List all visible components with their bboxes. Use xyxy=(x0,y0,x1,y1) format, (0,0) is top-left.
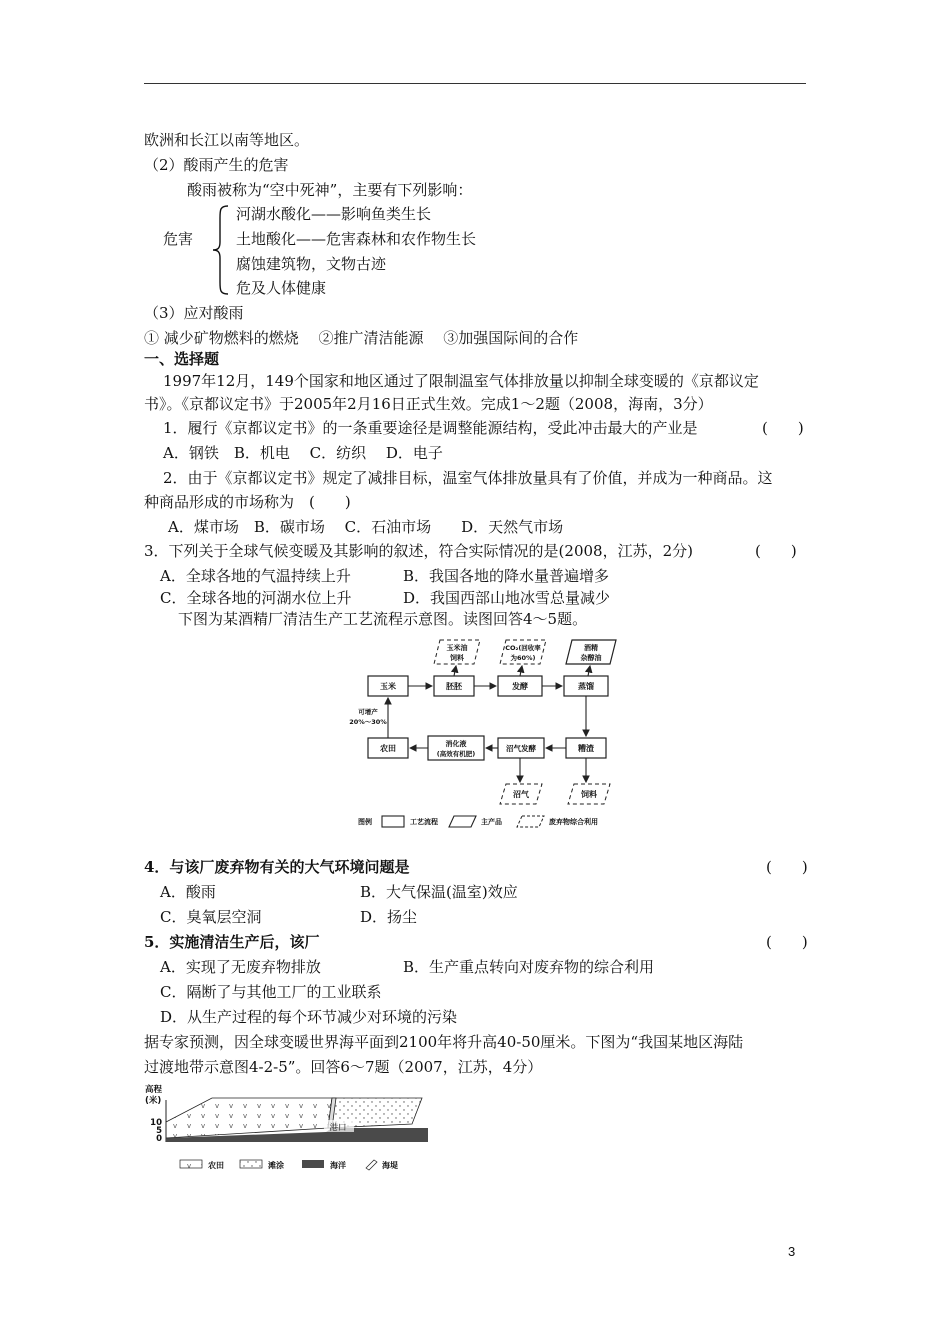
flowchart-figure xyxy=(340,634,640,834)
q3-option-d: D．我国西部山地冰雪总量减少 xyxy=(403,589,611,607)
legend-product: 主产品 xyxy=(481,818,502,826)
corn-oil-label-1: 玉米油 xyxy=(446,644,468,652)
harm-item-1: 河湖水酸化——影响鱼类生长 xyxy=(236,205,432,223)
coastal-profile-figure xyxy=(142,1080,436,1180)
liquor-label-2: 杂醇油 xyxy=(580,654,602,662)
q3-option-c: C．全球各地的河湖水位上升 xyxy=(160,589,352,607)
q3-option-b: B．我国各地的降水量普遍增多 xyxy=(403,567,610,585)
profile-ylabel-2: (米) xyxy=(145,1096,162,1106)
curly-brace-icon xyxy=(210,204,232,296)
q2-stem-2: 种商品形成的市场称为 ( ) xyxy=(144,493,351,511)
germ-label: 胚胚 xyxy=(446,682,462,691)
flow-intro: 下图为某酒精厂清洁生产工艺流程示意图。读图回答4～5题。 xyxy=(178,610,588,628)
farmland-label: 农田 xyxy=(380,744,396,753)
harm-label: 危害 xyxy=(163,230,194,248)
harm-item-2: 土地酸化——危害森林和农作物生长 xyxy=(236,230,477,248)
sea-intro-1: 据专家预测，因全球变暖世界海平面到2100年将升高40-50厘米。下图为“我国某地区海陆 xyxy=(144,1033,744,1051)
q1-options: A．钢铁 B．机电 C．纺织 D．电子 xyxy=(163,444,443,462)
biogas-label: 沼气 xyxy=(513,790,529,799)
legend-farmland: 农田 xyxy=(208,1161,224,1170)
co2-label-1: CO₂(回收率 xyxy=(505,644,541,652)
q3-stem: 3．下列关于全球气候变暖及其影响的叙述，符合实际情况的是(2008，江苏，2分) xyxy=(144,542,693,560)
profile-legend xyxy=(180,1160,398,1170)
digest-label-2: (高效有机肥) xyxy=(436,750,476,758)
q5-option-d: D．从生产过程的每个环节减少对环境的污染 xyxy=(160,1008,458,1026)
farmland-layer xyxy=(166,1098,332,1138)
q5-option-a: A．实现了无废弃物排放 xyxy=(160,958,321,976)
legend-process: 工艺流程 xyxy=(410,818,438,826)
q3-answer-paren: ( ) xyxy=(755,542,797,560)
ferment-label: 发酵 xyxy=(512,682,528,691)
legend-ocean: 海洋 xyxy=(330,1161,346,1170)
harm-lead: 酸雨被称为“空中死神”，主要有下列影响： xyxy=(187,181,473,199)
harm-title: （2）酸雨产生的危害 xyxy=(144,156,289,174)
q4-answer-paren: ( ) xyxy=(766,858,808,876)
legend-beach-swatch xyxy=(240,1160,262,1168)
corn-label: 玉米 xyxy=(380,682,396,691)
kyoto-intro-1: 1997年12月，149个国家和地区通过了限制温室气体排放量以抑制全球变暖的《京都议定 xyxy=(163,372,759,390)
corn-oil-label-2: 饲料 xyxy=(450,654,464,662)
q5-answer-paren: ( ) xyxy=(766,933,808,951)
tick-5: 5 xyxy=(156,1126,162,1136)
legend-dike-swatch xyxy=(366,1160,377,1170)
yield-label-1: 可增产 xyxy=(358,708,378,716)
q1-answer-paren: ( ) xyxy=(762,419,804,437)
residue-label: 糟渣 xyxy=(578,744,594,753)
response-measures: ① 减少矿物燃料的燃烧 ②推广清洁能源 ③加强国际间的合作 xyxy=(144,329,579,347)
tick-0: 0 xyxy=(156,1134,162,1144)
biogas-ferment-label: 沼气发酵 xyxy=(506,744,536,753)
header-rule xyxy=(144,83,806,84)
co2-label-2: 为60%) xyxy=(510,654,536,662)
q1-stem: 1．履行《京都议定书》的一条重要途径是调整能源结构，受此冲击最大的产业是 xyxy=(163,419,698,437)
response-title: （3）应对酸雨 xyxy=(144,304,244,322)
feed-label: 饲料 xyxy=(581,790,597,799)
sea-intro-2: 过渡地带示意图4-2-5”。回答6～7题（2007，江苏，4分） xyxy=(144,1058,543,1076)
q3-option-a: A．全球各地的气温持续上升 xyxy=(160,567,351,585)
flow-arrows xyxy=(388,666,590,782)
yield-label-2: 20%～30% xyxy=(349,718,387,726)
legend-waste: 废弃物综合利用 xyxy=(549,818,598,826)
port-label: 港口 xyxy=(329,1123,347,1133)
intro-line: 欧洲和长江以南等地区。 xyxy=(144,131,310,149)
digest-label-1: 消化液 xyxy=(445,740,467,748)
legend-dike: 海堤 xyxy=(382,1161,398,1170)
q5-stem: 5．实施清洁生产后，该厂 xyxy=(144,933,320,951)
process-boxes xyxy=(368,676,608,760)
q5-option-c: C．隔断了与其他工厂的工业联系 xyxy=(160,983,382,1001)
harm-item-4: 危及人体健康 xyxy=(236,279,327,297)
kyoto-intro-2: 书》。《京都议定书》于2005年2月16日正式生效。完成1～2题（2008，海南，3分） xyxy=(144,395,713,413)
legend-farmland-swatch xyxy=(180,1160,202,1168)
distill-label: 蒸馏 xyxy=(578,682,594,691)
q4-option-c: C．臭氧层空洞 xyxy=(160,908,262,926)
profile-ylabel-1: 高程 xyxy=(145,1085,163,1095)
liquor-label-1: 酒精 xyxy=(584,644,598,652)
q2-stem-1: 2．由于《京都议定书》规定了减排目标，温室气体排放量具有了价值，并成为一种商品。这 xyxy=(163,469,773,487)
legend-beach: 滩涂 xyxy=(268,1161,284,1170)
q4-option-b: B．大气保温(温室)效应 xyxy=(360,883,518,901)
q4-option-a: A．酸雨 xyxy=(160,883,216,901)
legend-process-swatch xyxy=(382,816,404,827)
legend-ocean-swatch xyxy=(302,1160,324,1168)
section-heading: 一、选择题 xyxy=(144,350,220,368)
tick-10: 10 xyxy=(150,1118,162,1128)
q4-stem: 4．与该厂废弃物有关的大气环境问题是 xyxy=(144,858,410,876)
harm-item-3: 腐蚀建筑物，文物古迹 xyxy=(236,255,387,273)
q2-options: A．煤市场 B．碳市场 C．石油市场 D．天然气市场 xyxy=(168,518,564,536)
legend-title: 图例 xyxy=(358,818,372,826)
flowchart-legend xyxy=(358,816,598,827)
legend-waste-swatch xyxy=(517,816,544,827)
page-number: 3 xyxy=(788,1244,796,1259)
q5-option-b: B．生产重点转向对废弃物的综合利用 xyxy=(403,958,655,976)
q4-option-d: D．扬尘 xyxy=(360,908,418,926)
legend-product-swatch xyxy=(449,816,476,827)
